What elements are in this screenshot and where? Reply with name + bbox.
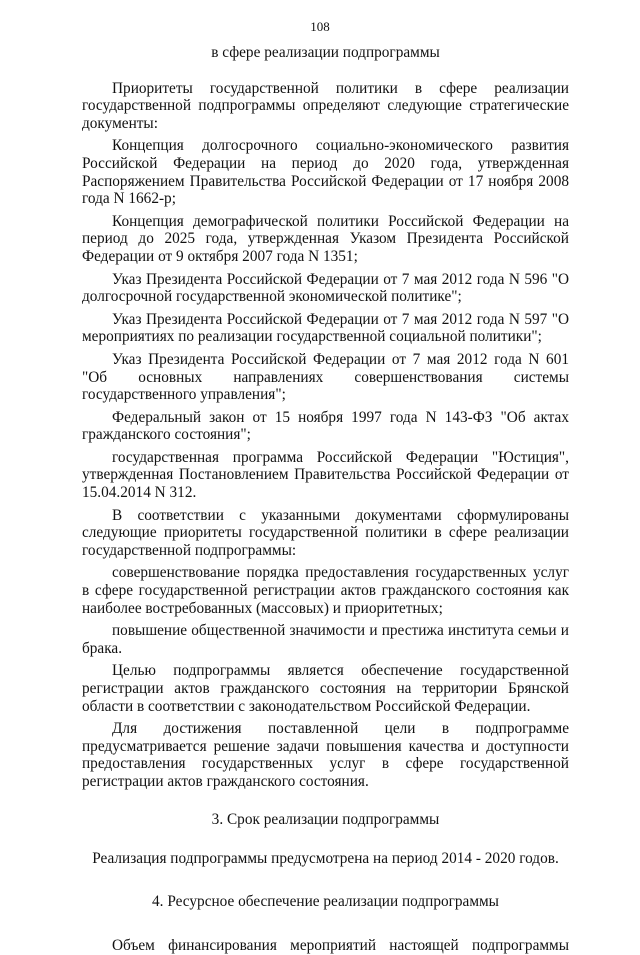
section-3-title: 3. Срок реализации подпрограммы bbox=[211, 810, 440, 828]
paragraph: Указ Президента Российской Федерации от 7 мая 2012 года N 597 "О мероприятиях по реализации государственной социальной политики"; bbox=[82, 310, 569, 346]
paragraph: Концепция долгосрочного социально-экономического развития Российской Федерации на период до 2020 года, утвержденная Распоряжением Правительства Российской Федерации от 17 ноября 2008 года N 1662-р; bbox=[82, 137, 569, 208]
document-body bbox=[82, 44, 569, 955]
paragraph: Для достижения поставленной цели в подпрограмме предусматривается решение задачи повышения качества и доступности предоставления государственных услуг в сфере государственной регистрации актов гражданского состояния. bbox=[82, 720, 569, 790]
section-3-text: Реализация подпрограммы предусмотрена на период 2014 - 2020 годов. bbox=[92, 850, 559, 868]
paragraph: Федеральный закон от 15 ноября 1997 года N 143-ФЗ "Об актах гражданского состояния"; bbox=[82, 408, 569, 444]
paragraph: Указ Президента Российской Федерации от 7 мая 2012 года N 596 "О долгосрочной государственной экономической политике"; bbox=[82, 270, 569, 306]
paragraph: В соответствии с указанными документами сформулированы следующие приоритеты государственной политики в сфере реализации государственной подпрограммы: bbox=[82, 506, 569, 559]
paragraph: Целью подпрограммы является обеспечение государственной регистрации актов гражданского состояния на территории Брянской области в соответствии с законодательством Российской Федерации. bbox=[82, 662, 569, 715]
paragraph: повышение общественной значимости и престижа института семьи и брака. bbox=[82, 622, 569, 657]
paragraph: государственная программа Российской Федерации "Юстиция", утвержденная Постановлением Правительства Российской Федерации от 15.04.2014 N 312. bbox=[82, 448, 569, 502]
section-4-text: Объем финансирования мероприятий настоящей подпрограммы bbox=[112, 937, 569, 955]
paragraph: совершенствование порядка предоставления государственных услуг в сфере государственной регистрации актов гражданского состояния как наиболее востребованных (массовых) и приоритетных; bbox=[82, 564, 569, 617]
page-number: 108 bbox=[310, 19, 330, 34]
paragraph: Концепция демографической политики Российской Федерации на период до 2025 года, утвержденная Указом Президента Российской Федерации от 9 октября 2007 года N 1351; bbox=[82, 212, 569, 265]
paragraph: Приоритеты государственной политики в сфере реализации государственной подпрограммы определяют следующие стратегические документы: bbox=[82, 79, 569, 132]
section-heading-continuation: в сфере реализации подпрограммы bbox=[211, 44, 440, 61]
section-4-title: 4. Ресурсное обеспечение реализации подпрограммы bbox=[152, 892, 499, 910]
paragraph: Указ Президента Российской Федерации от 7 мая 2012 года N 601 "Об основных направлениях совершенствования системы государственного управления"; bbox=[82, 350, 569, 404]
